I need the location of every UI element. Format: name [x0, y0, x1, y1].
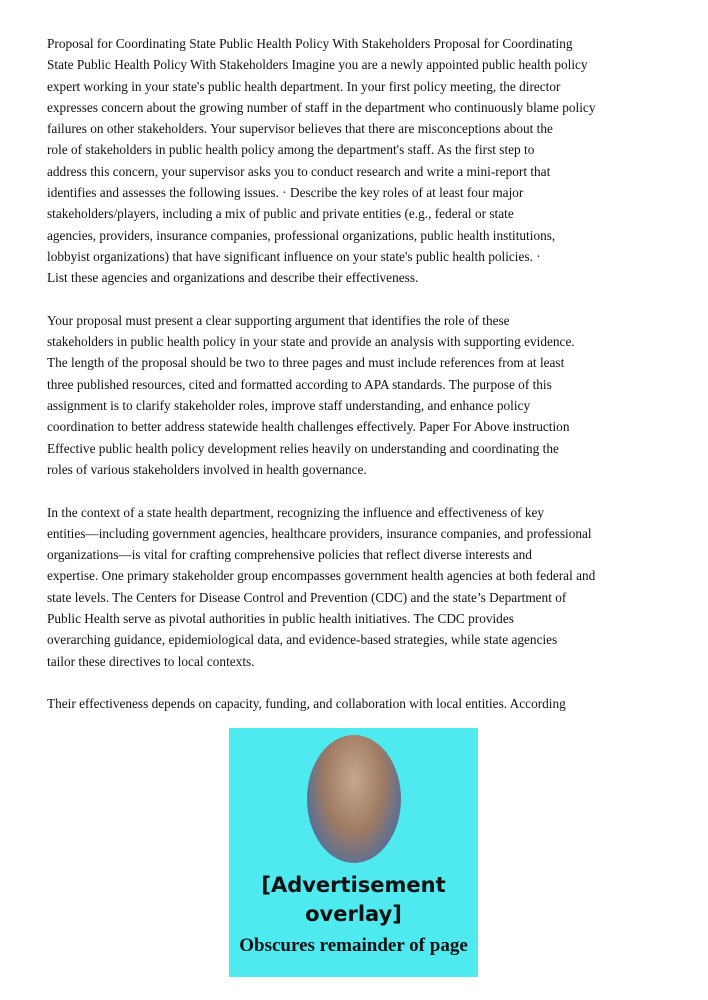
paragraph-4: [47, 693, 647, 714]
text-line: tailor these directives to local contexts.: [47, 653, 255, 669]
text-line: assignment is to clarify stakeholder roles, improve staff understanding, and enhance policy: [47, 398, 531, 414]
text-line: lobbyist organizations) that have significant influence on your state's public health policies. ·: [47, 248, 541, 264]
text-line: Effective public health policy development relies heavily on understanding and coordinating the: [47, 440, 559, 456]
text-line: Public Health serve as pivotal authorities in public health initiatives. The CDC provides: [47, 611, 514, 627]
text-line: State Public Health Policy With Stakeholders Imagine you are a newly appointed public health policy: [47, 57, 588, 73]
overlay-note: Obscures remainder of page: [239, 935, 468, 956]
text-line: address this concern, your supervisor asks you to conduct research and write a mini-report that: [47, 163, 551, 179]
text-line: expresses concern about the growing number of staff in the department who continuously blame policy: [47, 99, 596, 115]
paragraph-3: [47, 502, 647, 672]
text-line: failures on other stakeholders. Your supervisor believes that there are misconceptions about the: [47, 121, 553, 137]
text-line: identifies and assesses the following issues. · Describe the key roles of at least four major: [47, 185, 524, 201]
portrait-image: [307, 735, 401, 863]
text-line: expertise. One primary stakeholder group encompasses government health agencies at both federal and: [47, 568, 596, 584]
text-line: The length of the proposal should be two to three pages and must include references from at least: [47, 355, 565, 371]
advertisement-overlay: [229, 728, 478, 977]
text-line: coordination to better address statewide health challenges effectively. Paper For Above instruction: [47, 419, 570, 435]
paragraph-2: [47, 310, 647, 480]
overlay-heading: [Advertisement overlay]: [261, 873, 446, 926]
text-line: roles of various stakeholders involved in health governance.: [47, 461, 367, 477]
paragraph-1: [47, 33, 647, 289]
text-line: stakeholders in public health policy in your state and provide an analysis with supporting evidence.: [47, 334, 575, 350]
text-line: stakeholders/players, including a mix of public and private entities (e.g., federal or state: [47, 206, 514, 222]
text-line: Your proposal must present a clear supporting argument that identifies the role of these: [47, 312, 510, 328]
text-line: expert working in your state's public health department. In your first policy meeting, the director: [47, 78, 561, 94]
text-line: overarching guidance, epidemiological data, and evidence-based strategies, while state agencies: [47, 632, 558, 648]
text-line: organizations—is vital for crafting comprehensive policies that reflect diverse interests and: [47, 547, 532, 563]
text-line: Proposal for Coordinating State Public Health Policy With Stakeholders Proposal for Coordinating: [47, 36, 573, 51]
text-line: List these agencies and organizations and describe their effectiveness.: [47, 270, 419, 286]
text-line: role of stakeholders in public health policy among the department's staff. As the first step to: [47, 142, 535, 158]
text-line: entities—including government agencies, healthcare providers, insurance companies, and professional: [47, 525, 592, 541]
text-line: state levels. The Centers for Disease Control and Prevention (CDC) and the state’s Department of: [47, 589, 567, 605]
text-line: In the context of a state health department, recognizing the influence and effectiveness of key: [47, 504, 545, 520]
text-line: three published resources, cited and formatted according to APA standards. The purpose of this: [47, 376, 552, 392]
text-line: agencies, providers, insurance companies, professional organizations, public health institutions,: [47, 227, 556, 243]
text-line: Their effectiveness depends on capacity, funding, and collaboration with local entities. According: [47, 696, 566, 712]
document-page: [47, 33, 647, 736]
